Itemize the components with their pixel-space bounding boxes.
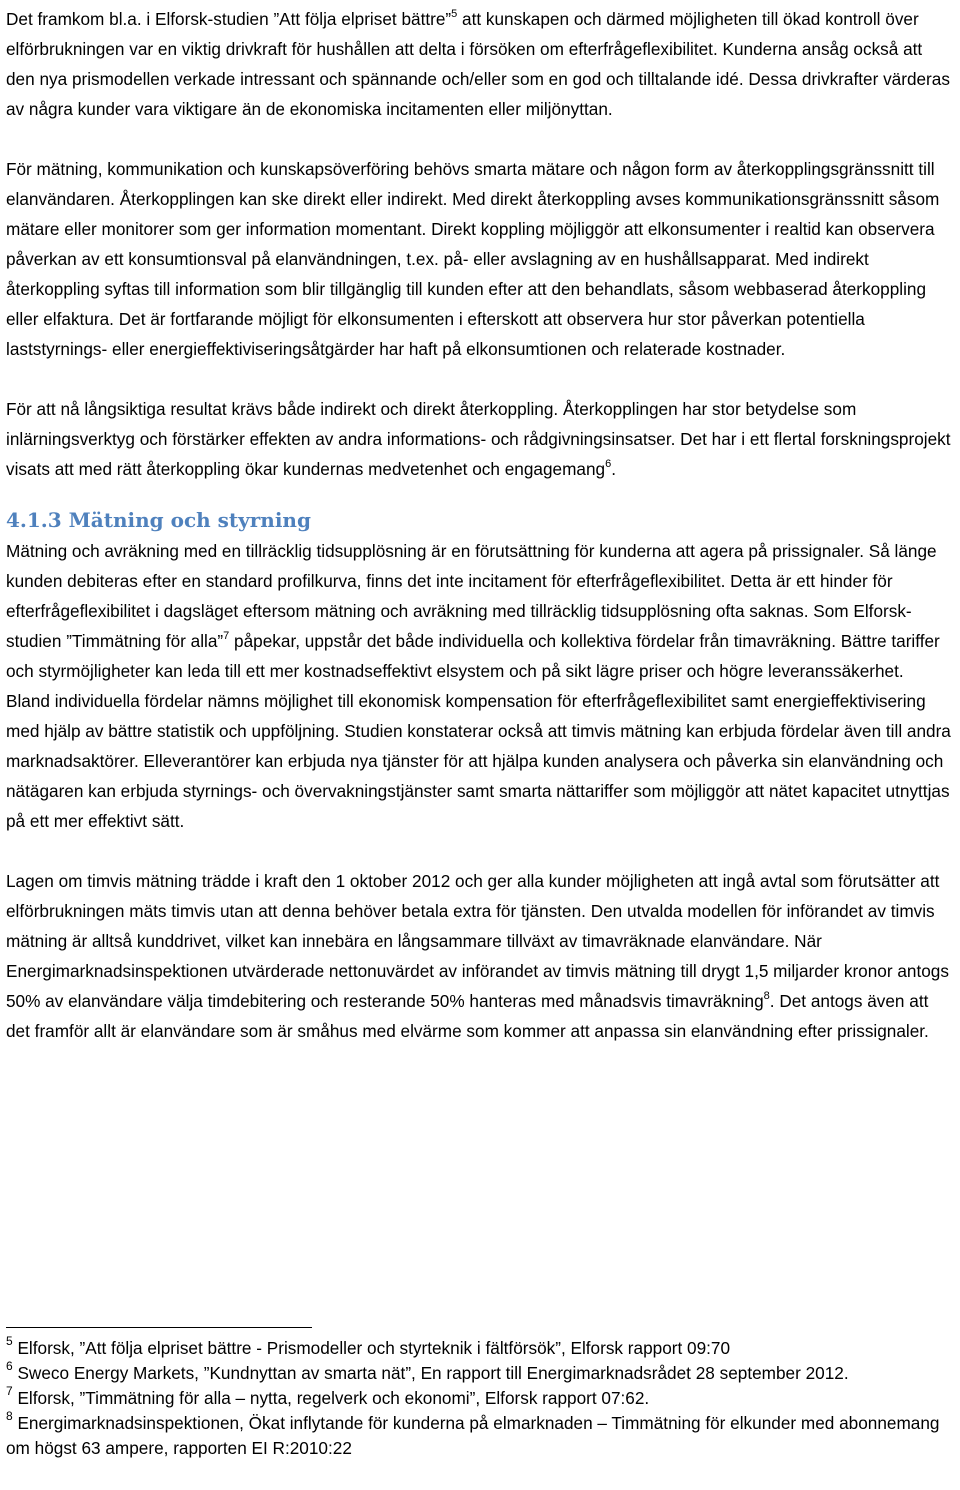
footnote-text: Sweco Energy Markets, ”Kundnyttan av smarta nät”, En rapport till Energimarknadsrådet 28 september 2012.	[12, 1363, 849, 1383]
footnote-6	[6, 1361, 952, 1386]
paragraph-1-text-b: att kunskapen och därmed möjligheten till ökad kontroll över elförbrukningen var en viktig drivkraft för hushållen att delta i försöken om efterfrågeflexibilitet. Kunderna ansåg också att den nya prismodellen verkade intressant och spännande och/eller som en god och tilltalande idé. Dessa drivkrafter värderas av några kunder vara viktigare än de ekonomiska incitamenten eller miljönyttan.	[6, 9, 950, 119]
footnote-text: Elforsk, ”Timmätning för alla – nytta, regelverk och ekonomi”, Elforsk rapport 07:62.	[12, 1388, 650, 1408]
footnote-number: 5	[6, 1334, 13, 1348]
paragraph-5-text-b: . Det antogs även att det framför allt är elanvändare som är småhus med elvärme som kommer att anpassa sin elanvändning efter prissignaler.	[6, 991, 929, 1041]
footnote-number: 6	[6, 1359, 13, 1373]
section-title: Mätning och styrning	[68, 508, 311, 532]
paragraph-4-text-a: Mätning och avräkning med en tillräcklig tidsupplösning är en förutsättning för kunderna att agera på prissignaler. Så länge kunden debiteras efter en standard profilkurva, finns det inte incitament för efterfrågeflexibilitet. Detta är ett hinder för efterfrågeflexibilitet i dagsläget eftersom mätning och avräkning med tillräcklig tidsupplösning ofta saknas. Som Elforsk-studien ”Timmätning för alla”	[6, 541, 937, 651]
paragraph-3-text-a: För att nå långsiktiga resultat krävs både indirekt och direkt återkoppling. Återkopplingen har stor betydelse som inlärningsverktyg och förstärker effekten av andra informations- och rådgivningsinsatser. Det har i ett flertal forskningsprojekt visats att med rätt återkoppling ökar kundernas medvetenhet och engagemang	[6, 399, 951, 479]
footnote-ref-5: 5	[451, 8, 458, 20]
body-paragraph-4	[6, 536, 952, 836]
document-page	[6, 0, 952, 1458]
footnote-text: Energimarknadsinspektionen, Ökat inflytande för kunderna på elmarknaden – Timmätning för elkunder med abonnemang om högst 63 ampere, rapporten EI R:2010:22	[6, 1413, 940, 1458]
footnote-8	[6, 1411, 952, 1461]
paragraph-4-text-b: påpekar, uppstår det både individuella och kollektiva fördelar från timavräkning. Bättre tariffer och styrmöjligheter kan leda till ett mer kostnadseffektivt elsystem och på sikt lägre priser och högre leveranssäkerhet. Bland individuella fördelar nämns möjlighet till ekonomisk kompensation för efterfrågeflexibilitet samt energieffektivisering med hjälp av bättre statistik och uppföljning. Studien konstaterar också att timvis mätning kan erbjuda fördelar även till andra marknadsaktörer. Elleverantörer kan erbjuda nya tjänster för att hjälpa kunden analysera och påverka sin elanvändning och nätägaren kan erbjuda styrnings- och övervakningstjänster samt smarta nättariffer som möjliggör att nätet kapacitet utnyttjas på ett mer effektivt sätt.	[6, 631, 951, 831]
footnote-5	[6, 1336, 952, 1361]
footnote-ref-6: 6	[605, 458, 612, 470]
footnote-text: Elforsk, ”Att följa elpriset bättre - Prismodeller och styrteknik i fältförsök”, Elforsk rapport 09:70	[12, 1338, 731, 1358]
paragraph-1-text-a: Det framkom bl.a. i Elforsk-studien ”Att följa elpriset bättre”	[6, 9, 452, 29]
body-paragraph-3	[6, 394, 952, 484]
footnotes	[6, 1336, 952, 1461]
footnote-number: 8	[6, 1409, 13, 1423]
body-paragraph-2: För mätning, kommunikation och kunskapsöverföring behövs smarta mätare och någon form av återkopplingsgränssnitt till elanvändaren. Återkopplingen kan ske direkt eller indirekt. Med direkt återkoppling avses kommunikationsgränssnitt såsom mätare eller monitorer som ger information momentant. Direkt koppling möjliggör att elkonsumenter i realtid kan observera påverkan av ett konsumtionsval på elanvändningen, t.ex. på- eller avslagning av en hushållsapparat. Med indirekt återkoppling syftas till information som blir tillgänglig till kunden efter att den behandlats, såsom webbaserad återkoppling eller elfaktura. Det är fortfarande möjligt för elkonsumenten i efterskott att observera hur stor påverkan potentiella laststyrnings- eller energieffektiviseringsåtgärder har haft på elkonsumtionen och relaterade kostnader.	[6, 159, 940, 359]
section-heading	[6, 504, 952, 536]
paragraph-5-text-a: Lagen om timvis mätning trädde i kraft den 1 oktober 2012 och ger alla kunder möjligheten att ingå avtal som förutsätter att elförbrukningen mäts timvis utan att denna behöver betala extra för tjänsten. Den utvalda modellen för införandet av timvis mätning är alltså kunddrivet, vilket kan innebära en långsammare tillväxt av timavräknade elanvändare. När Energimarknadsinspektionen utvärderade nettonuvärdet av införandet av timvis mätning till drygt 1,5 miljarder kronor antogs 50% av elanvändare välja timdebitering och resterande 50% hanteras med månadsvis timavräkning	[6, 871, 949, 1011]
footnote-7	[6, 1386, 952, 1411]
body-paragraph-1	[6, 0, 952, 124]
footnote-separator	[6, 1327, 312, 1328]
footnote-number: 7	[6, 1384, 13, 1398]
footnote-ref-8: 8	[763, 990, 770, 1002]
paragraph-3-text-b: .	[611, 459, 616, 479]
section-number: 4.1.3	[6, 508, 62, 532]
footnote-ref-7: 7	[223, 630, 230, 642]
body-paragraph-5	[6, 866, 952, 1046]
